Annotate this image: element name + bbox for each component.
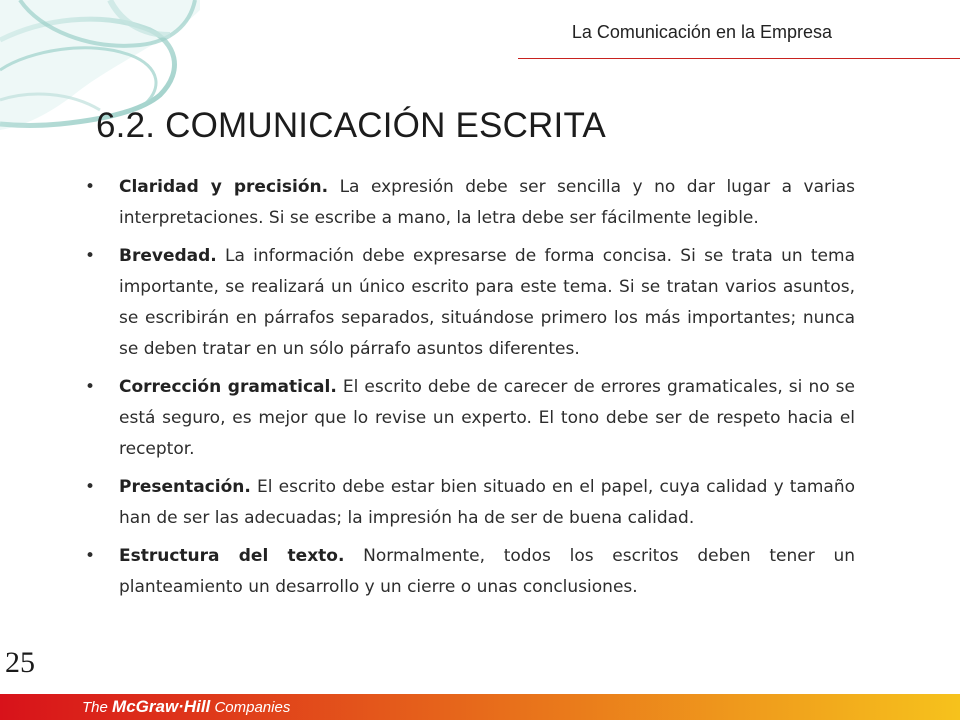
- bullet-term: Corrección gramatical.: [119, 377, 337, 397]
- header-title: La Comunicación en la Empresa: [571, 22, 832, 42]
- list-item: [85, 172, 855, 234]
- bullet-icon: •: [85, 546, 96, 566]
- footer-bar: [0, 694, 960, 720]
- bullet-icon: •: [85, 177, 96, 197]
- list-item: [85, 372, 855, 465]
- bullet-icon: •: [85, 377, 96, 397]
- page-number: 25: [5, 646, 35, 679]
- bullet-text: Normalmente, todos los escritos deben tener un planteamiento un desarrollo y un cierre o unas conclusiones.: [119, 546, 855, 597]
- bullet-term: Presentación.: [119, 477, 251, 497]
- logo-prefix: The: [82, 699, 108, 716]
- bullet-icon: •: [85, 477, 96, 497]
- bullet-term: Claridad y precisión.: [119, 177, 329, 197]
- publisher-logo: [82, 695, 290, 720]
- header-rule: [518, 58, 960, 59]
- bullet-text: El escrito debe de carecer de errores gramaticales, si no se está seguro, es mejor que lo revise un experto. El tono debe ser de respeto hacia el receptor.: [119, 377, 855, 459]
- bullet-term: Estructura del texto.: [119, 546, 345, 566]
- list-item: [85, 241, 855, 365]
- page-title: 6.2. COMUNICACIÓN ESCRITA: [96, 106, 606, 145]
- bullet-text: La expresión debe ser sencilla y no dar lugar a varias interpretaciones. Si se escribe a mano, la letra debe ser fácilmente legible.: [119, 177, 856, 228]
- bullet-text: El escrito debe estar bien situado en el papel, cuya calidad y tamaño han de ser las adecuadas; la impresión ha de ser de buena calidad.: [119, 477, 856, 528]
- logo-suffix: Companies: [214, 699, 291, 716]
- bullet-term: Brevedad.: [119, 246, 217, 266]
- logo-brand: McGraw·Hill: [112, 697, 211, 716]
- bullet-icon: •: [85, 246, 96, 266]
- bullet-list: [85, 172, 855, 610]
- list-item: [85, 472, 855, 534]
- list-item: [85, 541, 855, 603]
- bullet-text: La información debe expresarse de forma concisa. Si se trata un tema importante, se realizará un único escrito para este tema. Si se tratan varios asuntos, se escribirán en párrafos separados, situándose primero los más importantes; nunca se deben tratar en un sólo párrafo asuntos diferentes.: [119, 246, 855, 359]
